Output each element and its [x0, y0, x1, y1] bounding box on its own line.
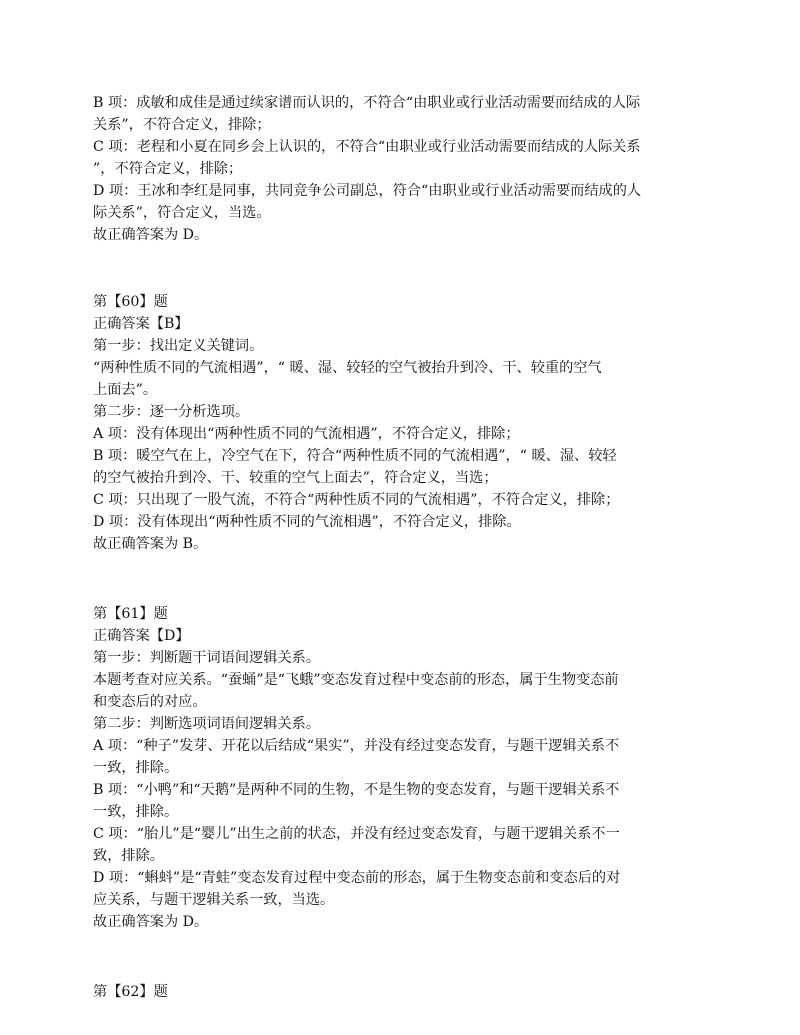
explanation-block-q59: [93, 92, 705, 246]
question-block-62: [93, 981, 705, 1003]
correct-answer: 正确答案【B】: [93, 316, 189, 332]
question-header: 第【62】题: [93, 984, 168, 1000]
spacer: [93, 246, 705, 291]
text-line: “两种性质不同的气流相遇”，“ 暖、湿、较轻的空气被抬升到冷、干、较重的空气: [93, 360, 602, 376]
answer-conclusion: 故正确答案为 D。: [93, 227, 209, 243]
text-line: 致，排除。: [93, 848, 164, 864]
correct-answer: 正确答案【D】: [93, 628, 190, 644]
text-line: 第一步：判断题干词语间逻辑关系。: [93, 650, 321, 666]
question-header: 第【60】题: [93, 294, 168, 310]
answer-conclusion: 故正确答案为 B。: [93, 536, 208, 552]
text-line: ”，不符合定义，排除；: [93, 161, 243, 177]
text-line: C 项：老程和小夏在同乡会上认识的，不符合“由职业或行业活动需要而结成的人际关系: [93, 139, 641, 155]
question-block-60: [93, 291, 705, 555]
text-line: 应关系，与题干逻辑关系一致，当选。: [93, 892, 335, 908]
text-line: 际关系”，符合定义，当选。: [93, 205, 271, 221]
text-line: B 项：暖空气在上，冷空气在下，符合“两种性质不同的气流相遇”，“ 暖、湿、较轻: [93, 448, 617, 464]
spacer: [93, 933, 705, 981]
text-line: 上面去”。: [93, 382, 158, 398]
text-line: 一致，排除。: [93, 804, 179, 820]
text-line: 本题考查对应关系。“蚕蛹”是“飞蛾”变态发育过程中变态前的形态，属于生物变态前: [93, 672, 619, 688]
text-line: B 项：成敏和成佳是通过续家谱而认识的，不符合“由职业或行业活动需要而结成的人际: [93, 95, 641, 111]
text-line: D 项：没有体现出“两种性质不同的气流相遇”，不符合定义，排除。: [93, 514, 521, 530]
text-line: 一致，排除。: [93, 760, 179, 776]
answer-conclusion: 故正确答案为 D。: [93, 914, 209, 930]
text-line: 第二步：判断选项词语间逻辑关系。: [93, 716, 321, 732]
text-line: 的空气被抬升到冷、干、较重的空气上面去”，符合定义，当选；: [93, 470, 498, 486]
text-line: C 项：“胎儿”是“婴儿”出生之前的状态，并没有经过变态发育，与题干逻辑关系不一: [93, 826, 620, 842]
document-page: [93, 92, 705, 1003]
question-header: 第【61】题: [93, 606, 168, 622]
text-line: D 项：王冰和李红是同事，共同竞争公司副总，符合“由职业或行业活动需要而结成的人: [93, 183, 642, 199]
text-line: B 项：“小鸭”和“天鹅”是两种不同的生物，不是生物的变态发育，与题干逻辑关系不: [93, 782, 620, 798]
text-line: 关系”，不符合定义，排除；: [93, 117, 271, 133]
text-line: A 项：没有体现出“两种性质不同的气流相遇”，不符合定义，排除；: [93, 426, 520, 442]
text-line: 和变态后的对应。: [93, 694, 207, 710]
text-line: A 项：“种子”发芽、开花以后结成“果实”，并没有经过变态发育，与题干逻辑关系不: [93, 738, 620, 754]
text-line: 第二步：逐一分析选项。: [93, 404, 250, 420]
text-line: D 项：“蝌蚪”是“青蛙”变态发育过程中变态前的形态，属于生物变态前和变态后的对: [93, 870, 621, 886]
question-block-61: [93, 603, 705, 933]
text-line: C 项：只出现了一股气流，不符合“两种性质不同的气流相遇”，不符合定义，排除；: [93, 492, 620, 508]
text-line: 第一步：找出定义关键词。: [93, 338, 264, 354]
spacer: [93, 555, 705, 603]
